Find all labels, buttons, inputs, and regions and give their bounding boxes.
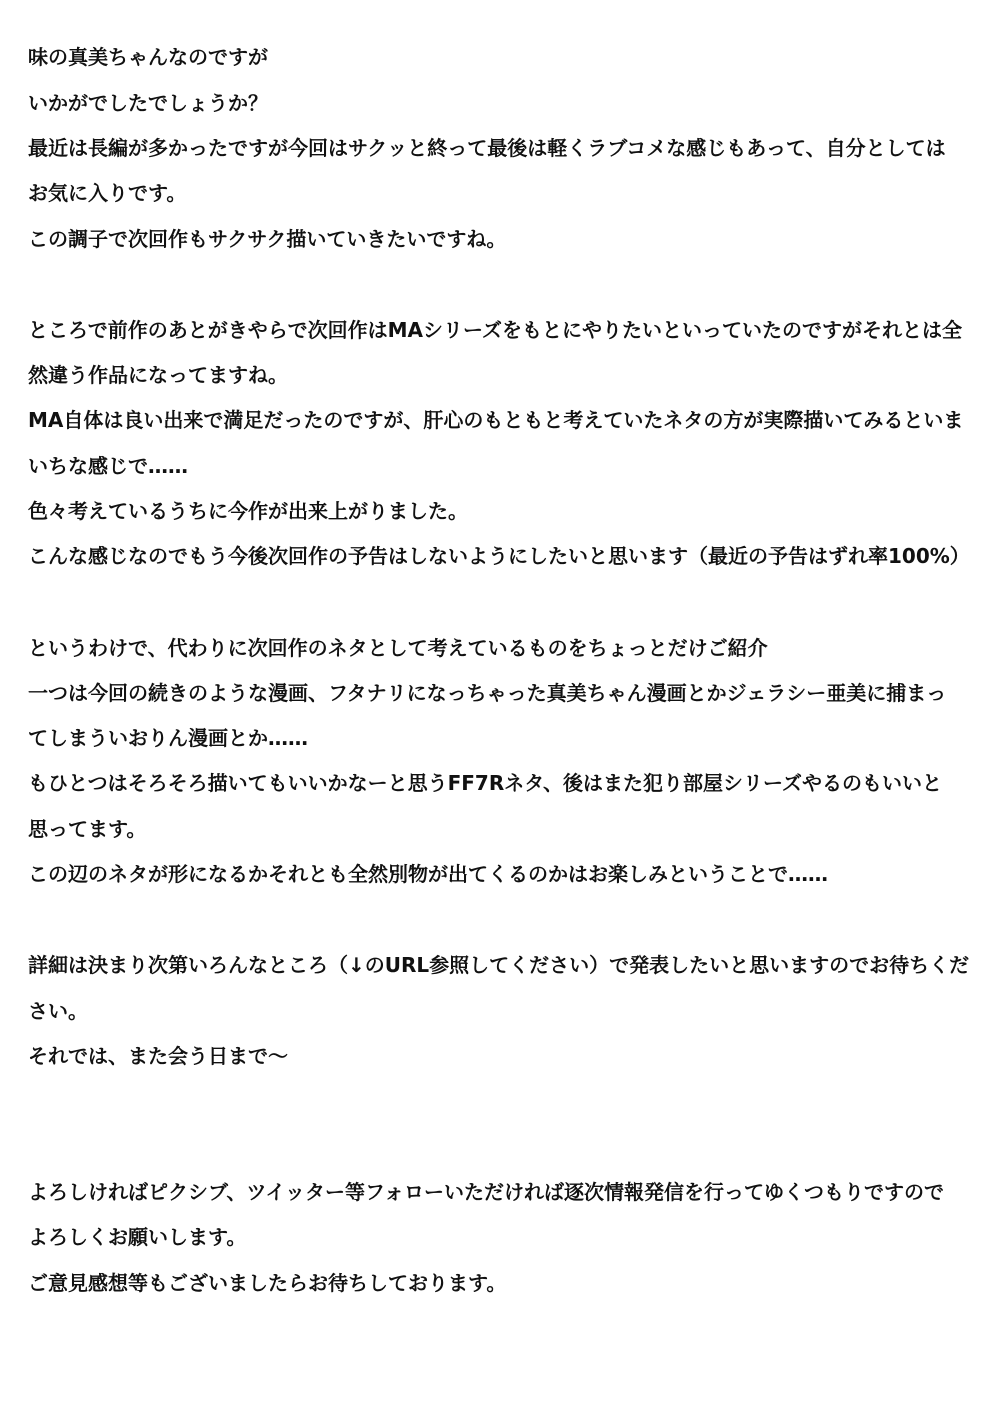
text-line: ところで前作のあとがきやらで次回作はMAシリーズをもとにやりたいといっていたのですがそれとは全 bbox=[28, 318, 962, 342]
text-line: この辺のネタが形になるかそれとも全然別物が出てくるのかはお楽しみということで…… bbox=[28, 862, 828, 886]
text-line: 最近は長編が多かったですが今回はサクッと終って最後は軽くラブコメな感じもあって、自分としては bbox=[28, 136, 946, 160]
text-line: というわけで、代わりに次回作のネタとして考えているものをちょっとだけご紹介 bbox=[28, 636, 768, 660]
text-line: ご意見感想等もございましたらお待ちしております。 bbox=[28, 1271, 507, 1295]
text-line: 思ってます。 bbox=[28, 817, 147, 841]
text-line: よろしくお願いします。 bbox=[28, 1225, 247, 1249]
text-line: この調子で次回作もサクサク描いていきたいですね。 bbox=[28, 227, 507, 251]
text-line: てしまういおりん漫画とか…… bbox=[28, 726, 308, 750]
text-line: よろしければピクシブ、ツイッター等フォローいただければ逐次情報発信を行ってゆくつもりですので bbox=[28, 1180, 944, 1204]
text-line: 詳細は決まり次第いろんなところ（↓のURL参照してください）で発表したいと思いますのでお待ちくだ bbox=[28, 953, 970, 977]
text-line: お気に入りです。 bbox=[28, 181, 187, 205]
text-line: さい。 bbox=[28, 999, 88, 1023]
text-line: こんな感じなのでもう今後次回作の予告はしないようにしたいと思います（最近の予告はずれ率100%） bbox=[28, 544, 970, 568]
text-line: 味の真美ちゃんなのですが bbox=[28, 45, 268, 69]
text-line: もひとつはそろそろ描いてもいいかなーと思うFF7Rネタ、後はまた犯り部屋シリーズやるのもいいと bbox=[28, 771, 943, 795]
text-line: MA自体は良い出来で満足だったのですが、肝心のもともと考えていたネタの方が実際描いてみるといま bbox=[28, 408, 964, 432]
text-line: いちな感じで…… bbox=[28, 454, 188, 478]
text-line: いかがでしたでしょうか？ bbox=[28, 91, 268, 115]
text-line: 一つは今回の続きのような漫画、フタナリになっちゃった真美ちゃん漫画とかジェラシー亜美に捕まっ bbox=[28, 681, 947, 705]
text-line: それでは、また会う日まで～ bbox=[28, 1044, 288, 1068]
text-line: 然違う作品になってますね。 bbox=[28, 363, 288, 387]
text-line: 色々考えているうちに今作が出来上がりました。 bbox=[28, 499, 468, 523]
